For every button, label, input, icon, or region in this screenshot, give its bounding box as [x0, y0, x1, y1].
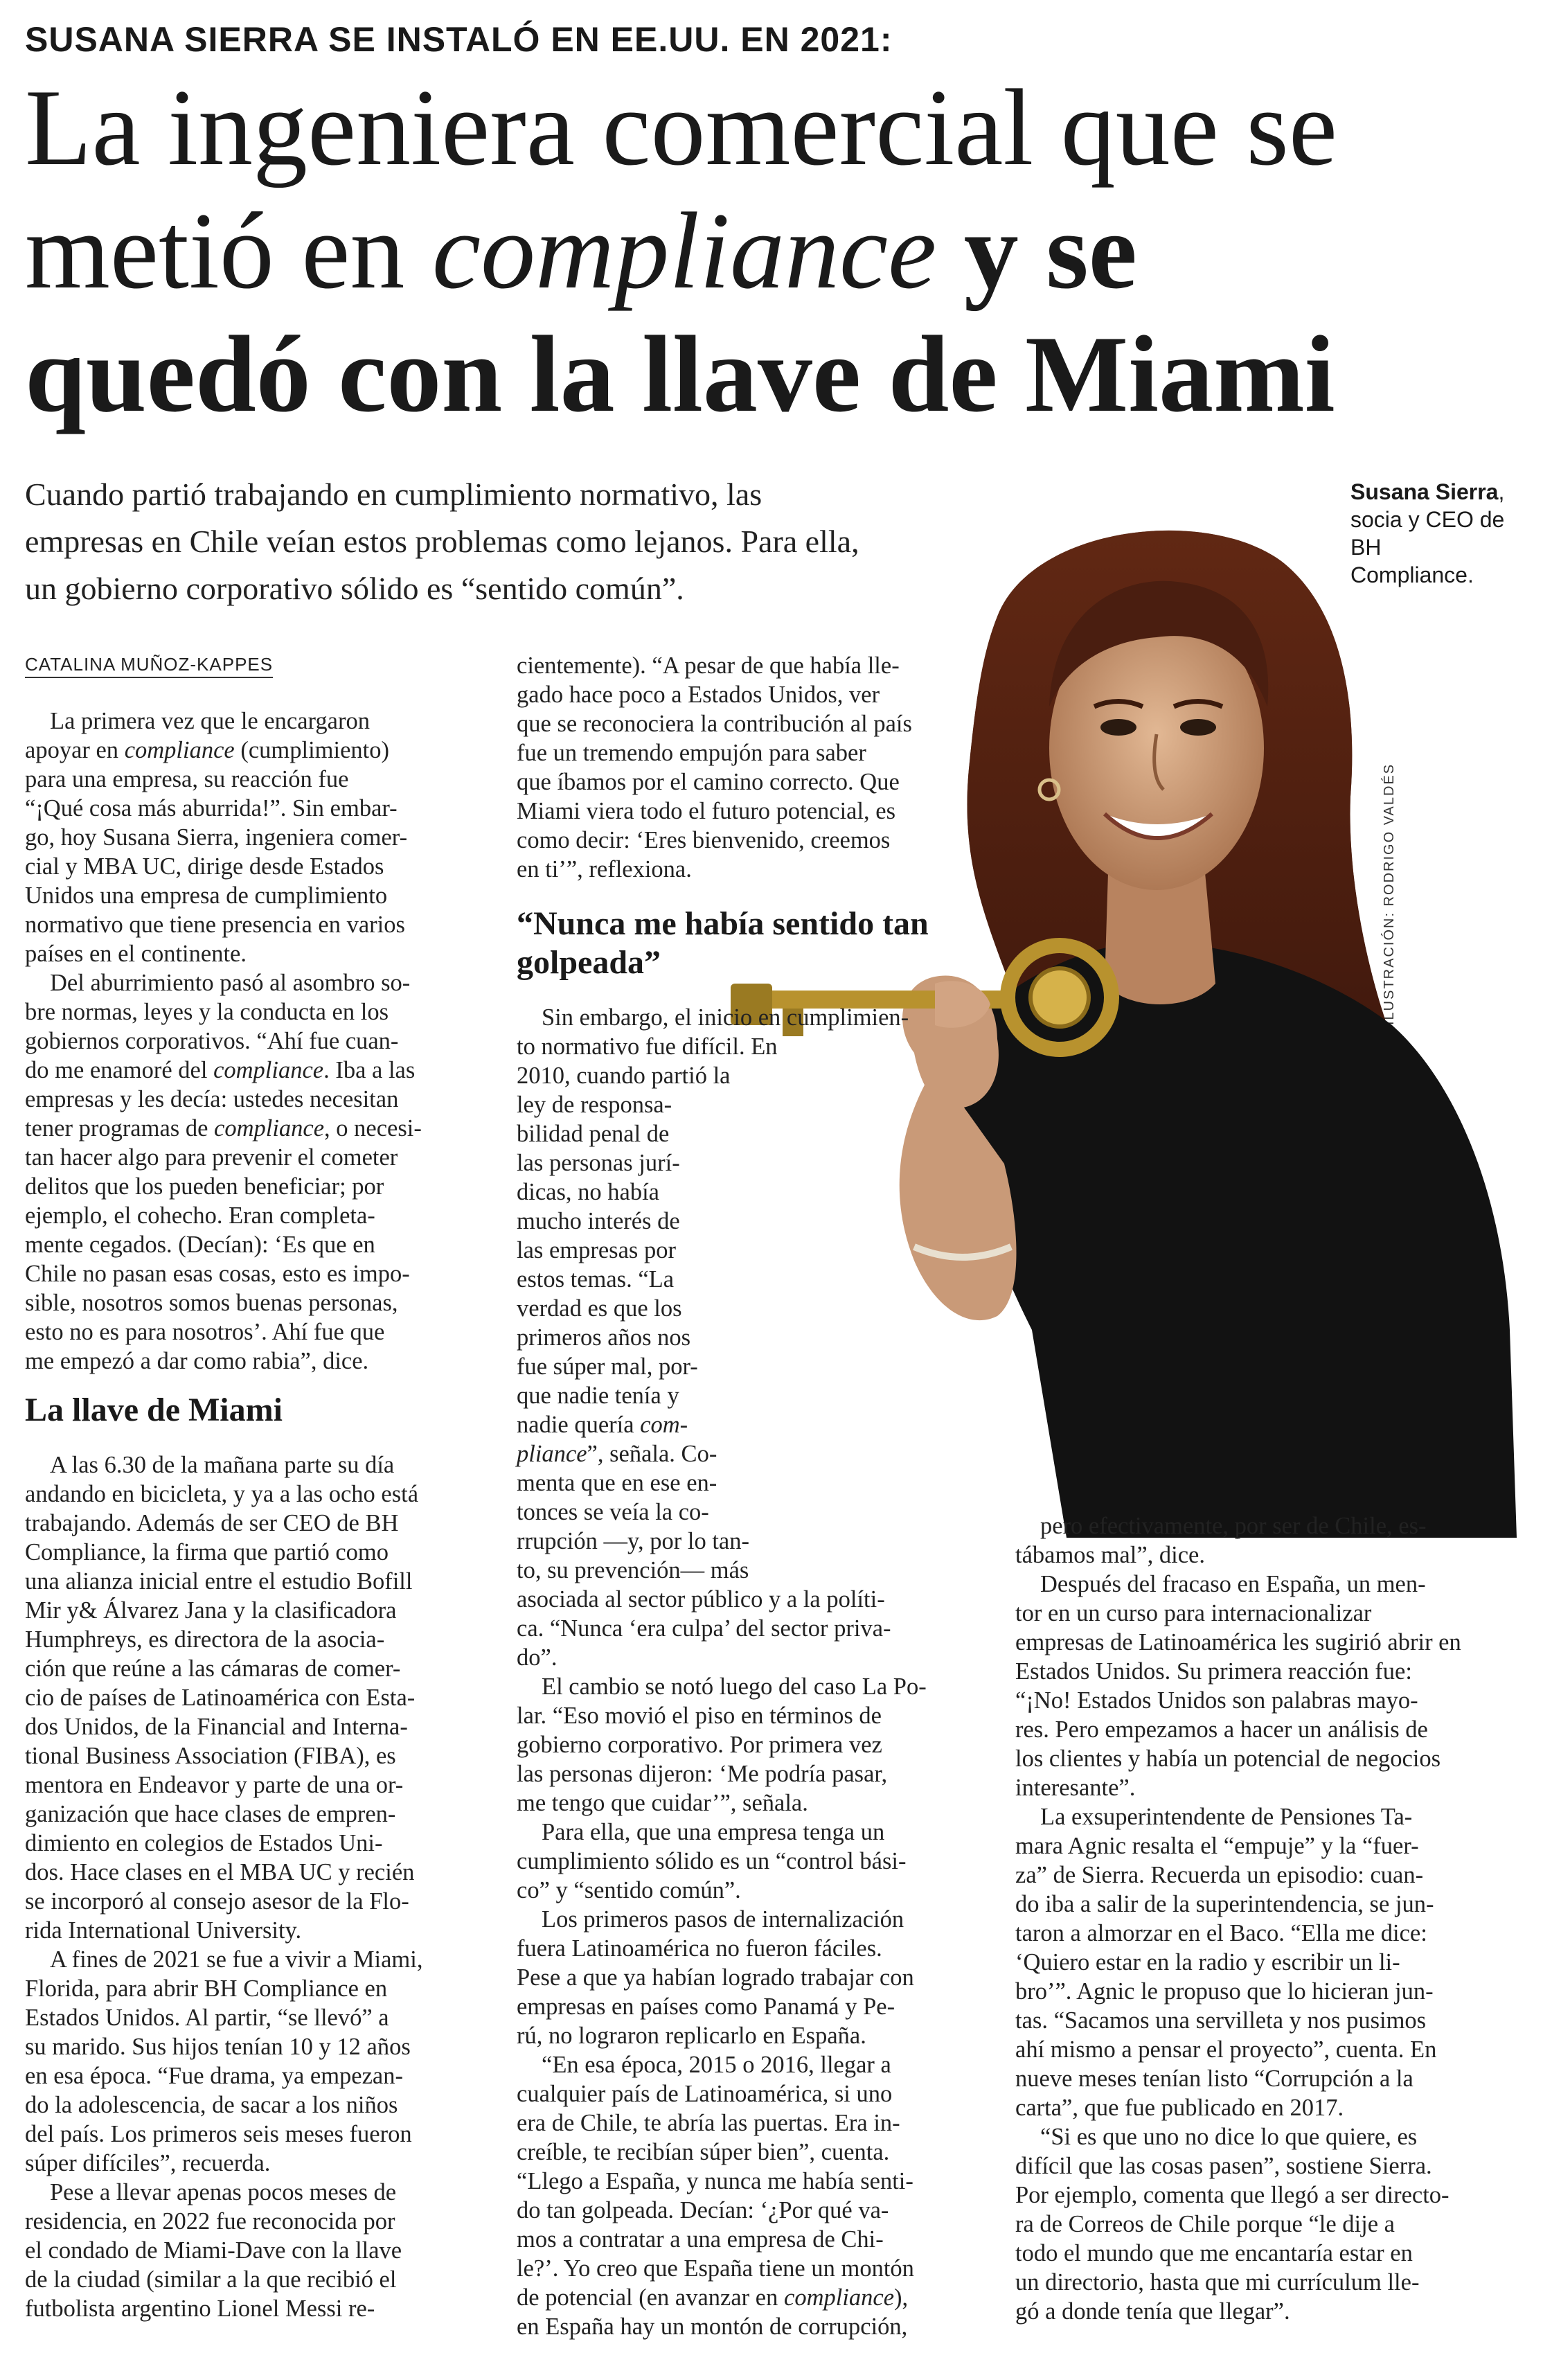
headline-italic-word: compliance [431, 190, 937, 312]
body-line: do tan golpeada. Decían: ‘¿Por qué va- [517, 2197, 889, 2223]
body-line: estos temas. “La [517, 1266, 675, 1293]
body-line: fue un tremendo empujón para saber [517, 740, 866, 766]
body-line: carta”, que fue publicado en 2017. [1015, 2095, 1344, 2121]
body-line: cualquier país de Latinoamérica, si uno [517, 2081, 893, 2107]
body-line: Chile no pasan esas cosas, esto es impo- [25, 1261, 410, 1287]
body-line: Florida, para abrir BH Compliance en [25, 1975, 388, 2002]
body-line: súper difíciles”, recuerda. [25, 2150, 271, 2176]
body-line: me empezó a dar como rabia”, dice. [25, 1348, 369, 1374]
subhead-line: “Nunca me había sentido tan [517, 905, 929, 942]
body-line: Del aburrimiento pasó al asombro so- [50, 970, 411, 996]
body-line: co” y “sentido común”. [517, 1877, 741, 1903]
body-line: empresas en países como Panamá y Pe- [517, 1993, 895, 2020]
body-line: 2010, cuando partió la [517, 1063, 731, 1089]
body-line: su marido. Sus hijos tenían 10 y 12 años [25, 2034, 411, 2060]
body-line: A las 6.30 de la mañana parte su día [50, 1452, 395, 1478]
body-line: Miami viera todo el futuro potencial, es [517, 798, 896, 824]
deck-line: un gobierno corporativo sólido es “sentido común”. [25, 571, 684, 606]
body-line: go, hoy Susana Sierra, ingeniera comer- [25, 824, 408, 851]
body-line: tábamos mal”, dice. [1015, 1542, 1205, 1568]
body-line: Estados Unidos. Su primera reacción fue: [1015, 1658, 1412, 1685]
subhead-line: golpeada” [517, 944, 661, 981]
body-line: las personas jurí- [517, 1150, 680, 1176]
headline-line-2 [25, 190, 1514, 313]
body-line: Por ejemplo, comenta que llegó a ser directo- [1015, 2182, 1450, 2208]
body-line: era de Chile, te abría las puertas. Era in- [517, 2110, 900, 2136]
body-line: gobiernos corporativos. “Ahí fue cuan- [25, 1028, 399, 1054]
body-line: fue súper mal, por- [517, 1353, 698, 1380]
body-line: creíble, te recibían súper bien”, cuenta. [517, 2139, 890, 2165]
body-line: el condado de Miami-Dave con la llave [25, 2237, 402, 2264]
body-line: dos Unidos, de la Financial and Interna- [25, 1714, 408, 1740]
body-line: rrupción —y, por lo tan- [517, 1528, 749, 1554]
body-line: El cambio se notó luego del caso La Po- [542, 1673, 927, 1700]
body-line: do me enamoré del compliance. Iba a las [25, 1057, 416, 1083]
body-line: bre normas, leyes y la conducta en los [25, 999, 389, 1025]
body-line: “¡No! Estados Unidos son palabras mayo- [1015, 1687, 1418, 1714]
body-line: empresas y les decía: ustedes necesitan [25, 1086, 399, 1112]
body-line: ra de Correos de Chile porque “le dije a [1015, 2211, 1395, 2237]
deck-line: empresas en Chile veían estos problemas como lejanos. Para ella, [25, 524, 859, 559]
body-line: taron a almorzar en el Baco. “Ella me dice: [1015, 1920, 1427, 1946]
body-line: tener programas de compliance, o necesi- [25, 1115, 422, 1142]
body-line: Pese a llevar apenas pocos meses de [50, 2179, 397, 2205]
body-line: tonces se veía la co- [517, 1499, 709, 1525]
body-line: mos a contratar a una empresa de Chi- [517, 2226, 884, 2253]
body-line: nadie quería com- [517, 1412, 688, 1438]
body-line: delitos que los pueden beneficiar; por [25, 1173, 384, 1200]
section-heading-golpeada [517, 905, 974, 982]
kicker: SUSANA SIERRA SE INSTALÓ EN EE.UU. EN 2021: [25, 20, 893, 59]
body-line: gó a donde tenía que llegar”. [1015, 2298, 1290, 2325]
body-line: apoyar en compliance (cumplimiento) [25, 737, 389, 763]
body-line: La primera vez que le encargaron [50, 708, 370, 734]
body-line: esto no es para nosotros’. Ahí fue que [25, 1319, 385, 1345]
headline-line-2-a: metió en [25, 190, 432, 312]
headline [25, 66, 1514, 436]
body-line: en esa época. “Fue drama, ya empezan- [25, 2063, 403, 2089]
body-line: Para ella, que una empresa tenga un [542, 1819, 885, 1845]
body-line: do la adolescencia, de sacar a los niños [25, 2092, 398, 2118]
body-line: gado hace poco a Estados Unidos, ver [517, 682, 880, 708]
body-line: za” de Sierra. Recuerda un episodio: cuan- [1015, 1862, 1424, 1888]
headline-line-3 [25, 313, 1514, 436]
body-line: interesante”. [1015, 1775, 1136, 1801]
body-line: para una empresa, su reacción fue [25, 766, 349, 792]
body-line: mentora en Endeavor y parte de una or- [25, 1772, 404, 1798]
headline-line-3-text: quedó con la llave de Miami [25, 314, 1335, 435]
body-line: dimiento en colegios de Estados Uni- [25, 1830, 383, 1856]
caption-role: , socia y CEO de BH Compliance. [1350, 479, 1505, 587]
body-line: cio de países de Latinoamérica con Esta- [25, 1685, 416, 1711]
body-line: se incorporó al consejo asesor de la Flo- [25, 1888, 409, 1915]
body-line: Pese a que ya habían logrado trabajar con [517, 1964, 914, 1991]
body-line: Compliance, la firma que partió como [25, 1539, 389, 1565]
caption-name: Susana Sierra [1350, 479, 1499, 504]
body-line: to, su prevención— más [517, 1557, 749, 1583]
body-line: ley de responsa- [517, 1092, 672, 1118]
body-line: tan hacer algo para prevenir el cometer [25, 1144, 398, 1171]
body-line: normativo que tiene presencia en varios [25, 912, 405, 938]
body-line: que nadie tenía y [517, 1383, 679, 1409]
body-line: “Llego a España, y nunca me había senti- [517, 2168, 913, 2194]
article-column-2 [517, 651, 974, 2341]
body-line: ción que reúne a las cámaras de comer- [25, 1655, 401, 1682]
body-line: tas. “Sacamos una servilleta y nos pusimos [1015, 2007, 1427, 2034]
byline: CATALINA MUÑOZ-KAPPES [25, 654, 273, 678]
body-line: menta que en ese en- [517, 1470, 717, 1496]
body-line: ahí mismo a pensar el proyecto”, cuenta. En [1015, 2036, 1437, 2063]
body-line: sible, nosotros somos buenas personas, [25, 1290, 398, 1316]
body-line: to normativo fue difícil. En [517, 1033, 778, 1060]
body-line: trabajando. Además de ser CEO de BH [25, 1510, 399, 1536]
body-line: países en el continente. [25, 941, 247, 967]
body-line: Unidos una empresa de cumplimiento [25, 882, 388, 909]
body-line: del país. Los primeros seis meses fueron [25, 2121, 412, 2147]
headline-line-2-c: y se [936, 190, 1137, 312]
body-line: ejemplo, el cohecho. Eran completa- [25, 1202, 375, 1229]
deck-line: Cuando partió trabajando en cumplimiento normativo, las [25, 477, 762, 512]
body-line: do”. [517, 1644, 558, 1671]
body-line: La exsuperintendente de Pensiones Ta- [1040, 1804, 1413, 1830]
body-line: nueve meses tenían listo “Corrupción a la [1015, 2066, 1413, 2092]
body-line: las personas dijeron: ‘Me podría pasar, [517, 1761, 888, 1787]
body-line: futbolista argentino Lionel Messi re- [25, 2295, 375, 2322]
body-line: Los primeros pasos de internalización [542, 1906, 904, 1933]
body-line: Sin embargo, el inicio en cumplimien- [542, 1004, 909, 1031]
body-line: mucho interés de [517, 1208, 680, 1234]
body-line: en España hay un montón de corrupción, [517, 2314, 908, 2340]
body-line: “En esa época, 2015 o 2016, llegar a [542, 2052, 891, 2078]
body-line: “Si es que uno no dice lo que quiere, es [1040, 2124, 1418, 2150]
body-line: dicas, no había [517, 1179, 659, 1205]
body-line: me tengo que cuidar’”, señala. [517, 1790, 808, 1816]
body-line: mara Agnic resalta el “empuje” y la “fuer- [1015, 1833, 1419, 1859]
body-line: de potencial (en avanzar en compliance), [517, 2284, 909, 2311]
body-line: Después del fracaso en España, un men- [1040, 1571, 1426, 1597]
body-line: bro’”. Agnic le propuso que lo hicieran jun- [1015, 1978, 1434, 2005]
body-line: una alianza inicial entre el estudio Bofill [25, 1568, 413, 1595]
body-line: A fines de 2021 se fue a vivir a Miami, [50, 1946, 423, 1973]
body-line: do iba a salir de la superintendencia, se jun- [1015, 1891, 1434, 1917]
body-line: gobierno corporativo. Por primera vez [517, 1732, 882, 1758]
body-line: andando en bicicleta, y ya a las ocho está [25, 1481, 419, 1507]
body-line: cial y MBA UC, dirige desde Estados [25, 853, 384, 880]
headline-line-1: La ingeniera comercial que se [25, 67, 1337, 188]
body-line: dos. Hace clases en el MBA UC y recién [25, 1859, 415, 1885]
body-line: asociada al sector público y a la políti- [517, 1586, 885, 1613]
section-heading-llave: La llave de Miami [25, 1392, 283, 1428]
body-line: residencia, en 2022 fue reconocida por [25, 2208, 395, 2235]
body-line: pliance”, señala. Co- [517, 1441, 717, 1467]
body-line: ganización que hace clases de empren- [25, 1801, 396, 1827]
body-line: lar. “Eso movió el piso en términos de [517, 1703, 882, 1729]
body-line: ‘Quiero estar en la radio y escribir un li- [1015, 1949, 1400, 1975]
body-line: fuera Latinoamérica no fueron fáciles. [517, 1935, 882, 1962]
body-line: tor en un curso para internacionalizar [1015, 1600, 1372, 1626]
body-line: difícil que las cosas pasen”, sostiene Sierra. [1015, 2153, 1432, 2179]
body-line: tional Business Association (FIBA), es [25, 1743, 396, 1769]
body-line: Mir y& Álvarez Jana y la clasificadora [25, 1597, 397, 1624]
body-line: los clientes y había un potencial de negocios [1015, 1746, 1441, 1772]
body-line: en ti’”, reflexiona. [517, 856, 692, 882]
body-line: rú, no lograron replicarlo en España. [517, 2023, 866, 2049]
body-line: Estados Unidos. Al partir, “se llevó” a [25, 2005, 389, 2031]
body-line: empresas de Latinoamérica les sugirió abrir en [1015, 1629, 1461, 1655]
body-line: “¡Qué cosa más aburrida!”. Sin embar- [25, 795, 398, 822]
body-line: todo el mundo que me encantaría estar en [1015, 2240, 1413, 2266]
body-line: un directorio, hasta que mi currículum lle- [1015, 2269, 1420, 2295]
article-column-1 [25, 707, 475, 2323]
article-column-3 [1015, 1511, 1500, 2326]
body-line: primeros años nos [517, 1324, 691, 1351]
body-line: de la ciudad (similar a la que recibió el [25, 2266, 397, 2293]
body-line: mente cegados. (Decían): ‘Es que en [25, 1232, 375, 1258]
neck-shape [1105, 873, 1215, 1004]
body-line: bilidad penal de [517, 1121, 670, 1147]
photo-credit: ILUSTRACIÓN: RODRIGO VALDÉS [1382, 763, 1397, 1025]
body-line: ca. “Nunca ‘era culpa’ del sector priva- [517, 1615, 891, 1642]
body-line: verdad es que los [517, 1295, 682, 1322]
body-line: Humphreys, es directora de la asocia- [25, 1626, 385, 1653]
body-line: como decir: ‘Eres bienvenido, creemos [517, 827, 891, 853]
body-line: cumplimiento sólido es un “control bási- [517, 1848, 907, 1874]
body-line: le?’. Yo creo que España tiene un montón [517, 2255, 914, 2282]
body-line: las empresas por [517, 1237, 676, 1263]
body-line: res. Pero empezamos a hacer un análisis de [1015, 1716, 1428, 1743]
body-line: pero efectivamente, por ser de Chile, es- [1040, 1513, 1427, 1539]
body-line: que se reconociera la contribución al país [517, 711, 912, 737]
body-line: cientemente). “A pesar de que había lle- [517, 652, 900, 679]
body-line: rida International University. [25, 1917, 302, 1944]
body-line: que íbamos por el camino correcto. Que [517, 769, 900, 795]
